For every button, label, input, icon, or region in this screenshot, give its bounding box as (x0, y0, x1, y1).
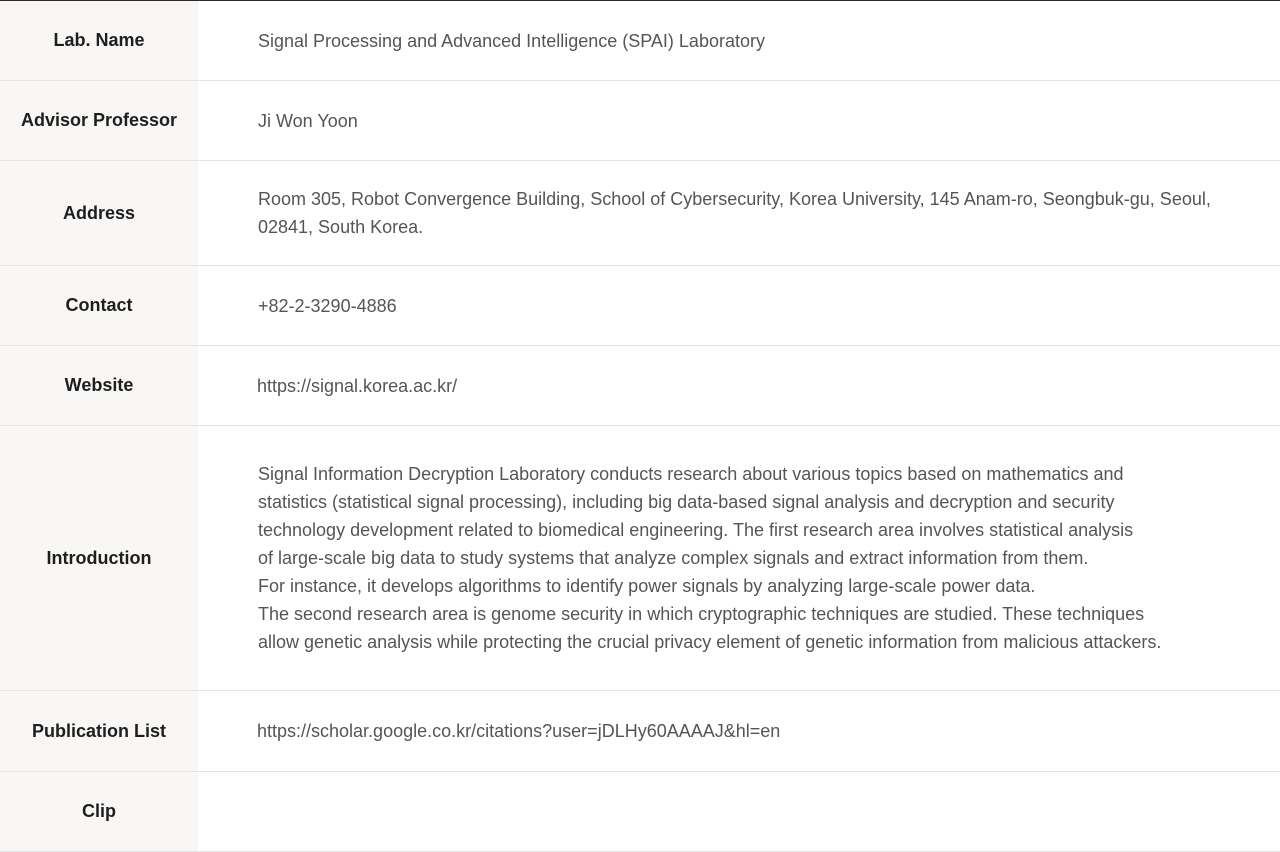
label-advisor-professor: Advisor Professor (0, 81, 198, 160)
row-website (0, 346, 1280, 426)
value-website-container (198, 346, 1280, 425)
value-contact: +82-2-3290-4886 (258, 295, 397, 316)
value-address: Room 305, Robot Convergence Building, School of Cybersecurity, Korea University, 145 Anam-ro, Seongbuk-gu, Seoul, 02841, South Korea. (258, 189, 1211, 237)
row-address (0, 161, 1280, 266)
row-clip (0, 772, 1280, 852)
value-publication-container (198, 691, 1280, 771)
label-address: Address (0, 161, 198, 265)
row-contact (0, 266, 1280, 346)
row-advisor-professor (0, 81, 1280, 161)
row-lab-name (0, 1, 1280, 81)
website-link[interactable]: https://signal.korea.ac.kr/ (257, 375, 458, 396)
value-introduction-container (198, 426, 1280, 690)
label-clip: Clip (0, 772, 198, 851)
value-advisor-professor: Ji Won Yoon (258, 110, 358, 131)
introduction-text: Signal Information Decryption Laboratory conducts research about various topics based on mathematics and statistics (statistical signal processing), including big data-based signal analysis and decryption and security technology development related to biomedical engineering. The first research area involves statistical analysis of large-scale big data to study systems that analyze complex signals and extract information from them. For instance, it develops algorithms to identify power signals by analyzing large-scale power data. The second research area is genome security in which cryptographic techniques are studied. These techniques allow genetic analysis while protecting the crucial privacy element of genetic information from malicious attackers. (258, 464, 1162, 652)
row-introduction (0, 426, 1280, 691)
value-lab-name: Signal Processing and Advanced Intelligence (SPAI) Laboratory (258, 30, 765, 51)
label-website: Website (0, 346, 198, 425)
label-introduction: Introduction (0, 426, 198, 690)
label-contact: Contact (0, 266, 198, 345)
label-lab-name: Lab. Name (0, 1, 198, 80)
label-publication-list: Publication List (0, 691, 198, 771)
publication-link[interactable]: https://scholar.google.co.kr/citations?user=jDLHy60AAAAJ&hl=en (257, 721, 781, 741)
value-clip (198, 772, 1280, 851)
row-publication-list (0, 691, 1280, 772)
